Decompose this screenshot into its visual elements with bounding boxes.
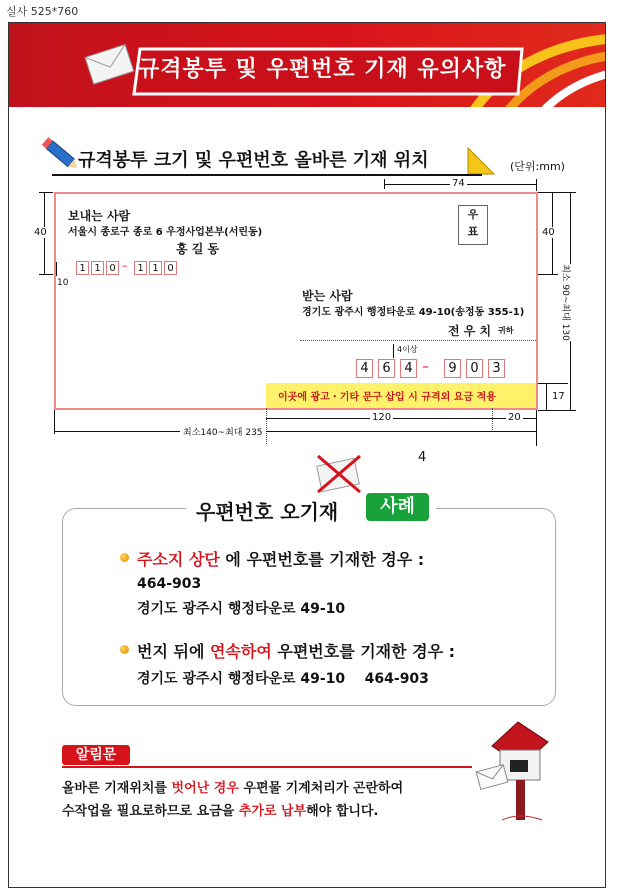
dimension-tick [384,179,385,189]
case2-line1: 경기도 광주시 행정타운로 49-10 464-903 [137,671,429,687]
left-margin-label: 10 [57,278,69,288]
sender-postcode-digit: 0 [164,261,177,275]
ad-notice: 이곳에 광고・기타 문구 삽입 시 규격외 요금 적용 [278,392,496,403]
title-underline [52,174,482,176]
receiver-address: 경기도 광주시 행정타운로 49-10(송정동 355-1) [302,307,525,318]
case2-highlight: 연속하여 [209,642,272,661]
dimension-tick [538,410,576,411]
receiver-postcode-digit: 4 [400,359,417,378]
guide-line [266,408,267,444]
left-margin-dimension [56,262,57,276]
notice-text: 우편물 기계처리가 곤란하여 [238,781,404,796]
postcode-zone-label: 120 [372,412,392,423]
stamp-zone-label: 74 [452,178,465,189]
receiver-postcode-digit: 6 [378,359,395,378]
triangle-ruler-icon [466,146,496,176]
notice-text: 해야 합니다. [306,804,379,819]
banner-title: 규격봉투 및 우편번호 기재 유의사항 [138,57,507,82]
sender-postcode-digit: 1 [134,261,147,275]
notice-text: 올바른 기재위치를 [62,781,172,796]
notice-underline [62,766,472,768]
mistake-title: 우편번호 오기재 [196,500,339,524]
guide-line [300,340,536,341]
envelope-width-dimension [54,431,536,432]
envelope-width-label: 최소140~최대 235 [180,425,266,438]
case1-heading-rest: 에 우편번호를 기재한 경우 : [219,550,425,569]
mistake-badge: 사례 [366,493,429,521]
crossed-envelope-icon [314,452,364,496]
dimension-tick [538,192,576,193]
notice-badge: 알림문 [62,745,130,765]
pencil-icon [38,134,80,174]
case1-highlight: 주소지 상단 [137,550,220,569]
top-left-height-label: 40 [34,227,47,238]
receiver-name: 전 우 치 [448,324,492,338]
case2-heading [137,639,455,662]
sender-name: 홍 길 동 [176,242,220,256]
page-number: 4 [418,450,427,465]
case2-heading-rest: 우편번호를 기재한 경우 : [271,642,456,661]
dimension-tick [538,383,568,384]
case1-line1: 464-903 [137,576,202,592]
gap-label: 4이상 [397,345,418,354]
envelope-height-label: 최소 90~최대 130 [560,264,573,341]
receiver-postcode-digit: 0 [466,359,483,378]
dimension-tick [39,274,53,275]
case1-line2: 경기도 광주시 행정타운로 49-10 [137,601,346,617]
section-title: 규격봉투 크기 및 우편번호 올바른 기재 위치 [78,150,429,171]
receiver-label: 받는 사람 [302,289,353,303]
notice-highlight: 벗어난 경우 [171,781,239,796]
notice-line2 [62,800,378,819]
case2-heading-prefix: 번지 뒤에 [137,642,210,661]
receiver-postcode-digit: 3 [488,359,505,378]
envelope-icon [84,40,136,86]
dimension-tick [536,179,537,191]
stamp-line: 표 [467,225,479,238]
dimension-tick [39,192,53,193]
scale-note: 실사 525*760 [6,5,79,18]
unit-label: (단위:mm) [510,160,565,173]
bullet-icon [120,553,129,562]
notice-line1 [62,777,403,796]
bottom-right-height-dimension [546,383,547,410]
sender-postcode-dash: – [122,259,128,272]
dimension-tick [536,410,537,446]
notice-text: 수작업을 필요로하므로 요금을 [62,804,239,819]
bottom-right-height-label: 17 [552,391,565,402]
dimension-tick [538,274,558,275]
sender-address: 서울시 종로구 종로 6 우정사업본부(서린동) [68,227,263,238]
stamp-line: 우 [467,208,479,221]
sender-postcode-digit: 0 [106,261,119,275]
receiver-honorific: 귀하 [498,326,514,335]
gap-dimension-line [393,344,394,358]
receiver-postcode-digit: 4 [356,359,373,378]
right-margin-label: 20 [508,412,521,423]
receiver-postcode-dash: – [422,359,429,375]
sender-postcode-digit: 1 [76,261,89,275]
receiver-postcode-digit: 9 [444,359,461,378]
stamp-box [458,205,488,245]
bullet-icon [120,645,129,654]
sender-postcode-digit: 1 [149,261,162,275]
case1-heading [137,547,424,570]
mailbox-icon [472,716,562,828]
sender-label: 보내는 사람 [68,209,131,223]
guide-line [492,408,493,432]
sender-postcode-digit: 1 [91,261,104,275]
top-right-height-label: 40 [542,227,555,238]
notice-highlight: 추가로 납부 [238,804,307,819]
